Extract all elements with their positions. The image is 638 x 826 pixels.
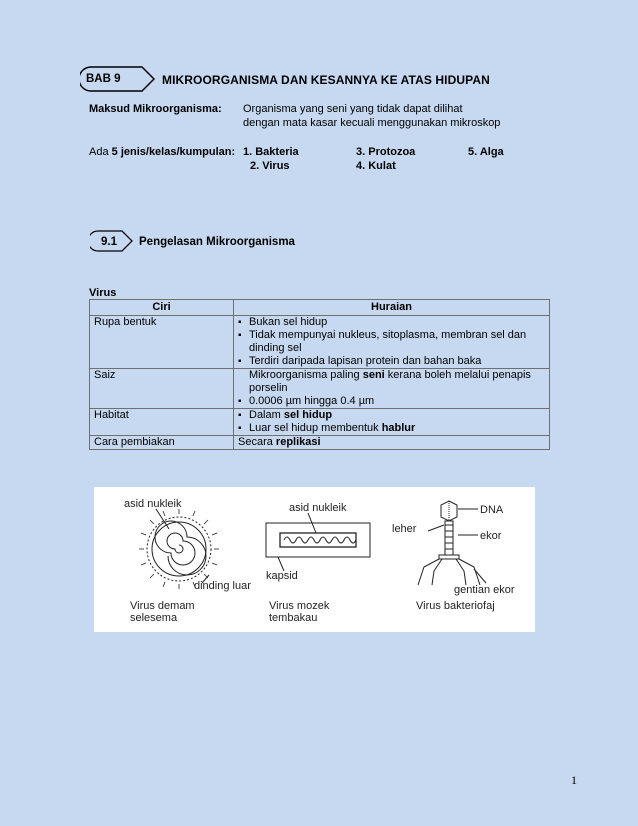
row-desc-rupa bbox=[234, 316, 550, 369]
pembiakan-bold: replikasi bbox=[275, 436, 321, 448]
types-label bbox=[89, 146, 235, 158]
v2-caption-1: Virus mozek bbox=[269, 600, 330, 612]
row-label-pembiakan: Cara pembiakan bbox=[90, 436, 234, 450]
table-row bbox=[90, 436, 550, 450]
virus-illustrations bbox=[94, 487, 535, 632]
definition-line-1: Organisma yang seni yang tidak dapat dilihat bbox=[243, 103, 463, 115]
v1-label-bottom: dinding luar bbox=[194, 580, 251, 592]
bullet-item: ▪ Tidak mempunyai nukleus, sitoplasma, membran sel dan dinding sel bbox=[238, 329, 545, 355]
row-desc-pembiakan bbox=[234, 436, 550, 450]
type-item-5: 5. Alga bbox=[468, 146, 504, 158]
tobacco-mosaic-virus-drawing bbox=[266, 513, 370, 571]
type-item-3: 3. Protozoa bbox=[356, 146, 416, 158]
chapter-title: MIKROORGANISMA DAN KESANNYA KE ATAS HIDUPAN bbox=[162, 73, 490, 87]
column-header-ciri: Ciri bbox=[90, 300, 234, 316]
habitat-b1-pre: Dalam bbox=[249, 409, 284, 421]
saiz-text-end: kerana boleh melalui penapis porselin bbox=[249, 369, 531, 394]
bullet-item: ▪ 0.0006 µm hingga 0.4 µm bbox=[238, 395, 545, 408]
type-item-1: 1. Bakteria bbox=[243, 146, 299, 158]
v3-label-gentian: gentian ekor bbox=[454, 584, 515, 596]
chapter-number: BAB 9 bbox=[86, 73, 121, 85]
section-number: 9.1 bbox=[101, 236, 117, 248]
row-label-habitat: Habitat bbox=[90, 409, 234, 436]
type-item-2: 2. Virus bbox=[250, 160, 290, 172]
section-title: Pengelasan Mikroorganisma bbox=[139, 236, 295, 248]
habitat-b1-bold: sel hidup bbox=[283, 409, 333, 421]
v3-label-ekor: ekor bbox=[480, 530, 502, 542]
virus-figure bbox=[94, 487, 535, 632]
saiz-text-bold: seni bbox=[362, 369, 385, 381]
virus-heading: Virus bbox=[89, 287, 117, 299]
row-desc-habitat bbox=[234, 409, 550, 436]
influenza-virus-drawing bbox=[139, 509, 219, 589]
v2-label-bottom: kapsid bbox=[266, 570, 298, 582]
definition-label: Maksud Mikroorganisma: bbox=[89, 103, 222, 115]
v3-label-dna: DNA bbox=[480, 504, 504, 516]
virus-table bbox=[89, 299, 550, 450]
pembiakan-pre: Secara bbox=[238, 436, 276, 448]
v3-caption: Virus bakteriofaj bbox=[416, 600, 495, 612]
row-desc-saiz bbox=[234, 369, 550, 409]
saiz-text bbox=[238, 369, 545, 395]
v3-label-leher: leher bbox=[392, 523, 417, 535]
types-label-bold: 5 jenis/kelas/kumpulan: bbox=[111, 146, 236, 158]
bullet-item bbox=[238, 409, 545, 422]
types-prefix: Ada bbox=[89, 146, 112, 158]
type-item-4: 4. Kulat bbox=[356, 160, 396, 172]
bullet-item bbox=[238, 422, 545, 435]
v1-label-top: asid nukleik bbox=[124, 498, 182, 510]
table-row bbox=[90, 369, 550, 409]
habitat-b2-bold: hablur bbox=[381, 422, 416, 434]
definition-line-2: dengan mata kasar kecuali menggunakan mikroskop bbox=[243, 117, 501, 129]
saiz-text-start: Mikroorganisma paling bbox=[249, 369, 363, 381]
table-header-row bbox=[90, 300, 550, 316]
table-row bbox=[90, 316, 550, 369]
bacteriophage-drawing bbox=[418, 501, 486, 585]
v2-caption-2: tembakau bbox=[269, 612, 318, 624]
row-label-rupa: Rupa bentuk bbox=[90, 316, 234, 369]
v1-caption-1: Virus demam bbox=[130, 600, 195, 612]
page-number: 1 bbox=[571, 773, 577, 787]
bullet-item: ▪ Terdiri daripada lapisan protein dan bahan baka bbox=[238, 355, 545, 368]
v1-caption-2: selesema bbox=[130, 612, 178, 624]
row-label-saiz: Saiz bbox=[90, 369, 234, 409]
habitat-b2-pre: Luar sel hidup membentuk bbox=[249, 422, 382, 434]
table-row bbox=[90, 409, 550, 436]
v2-label-top: asid nukleik bbox=[289, 502, 347, 514]
bullet-item: ▪ Bukan sel hidup bbox=[238, 316, 545, 329]
column-header-huraian: Huraian bbox=[234, 300, 550, 316]
